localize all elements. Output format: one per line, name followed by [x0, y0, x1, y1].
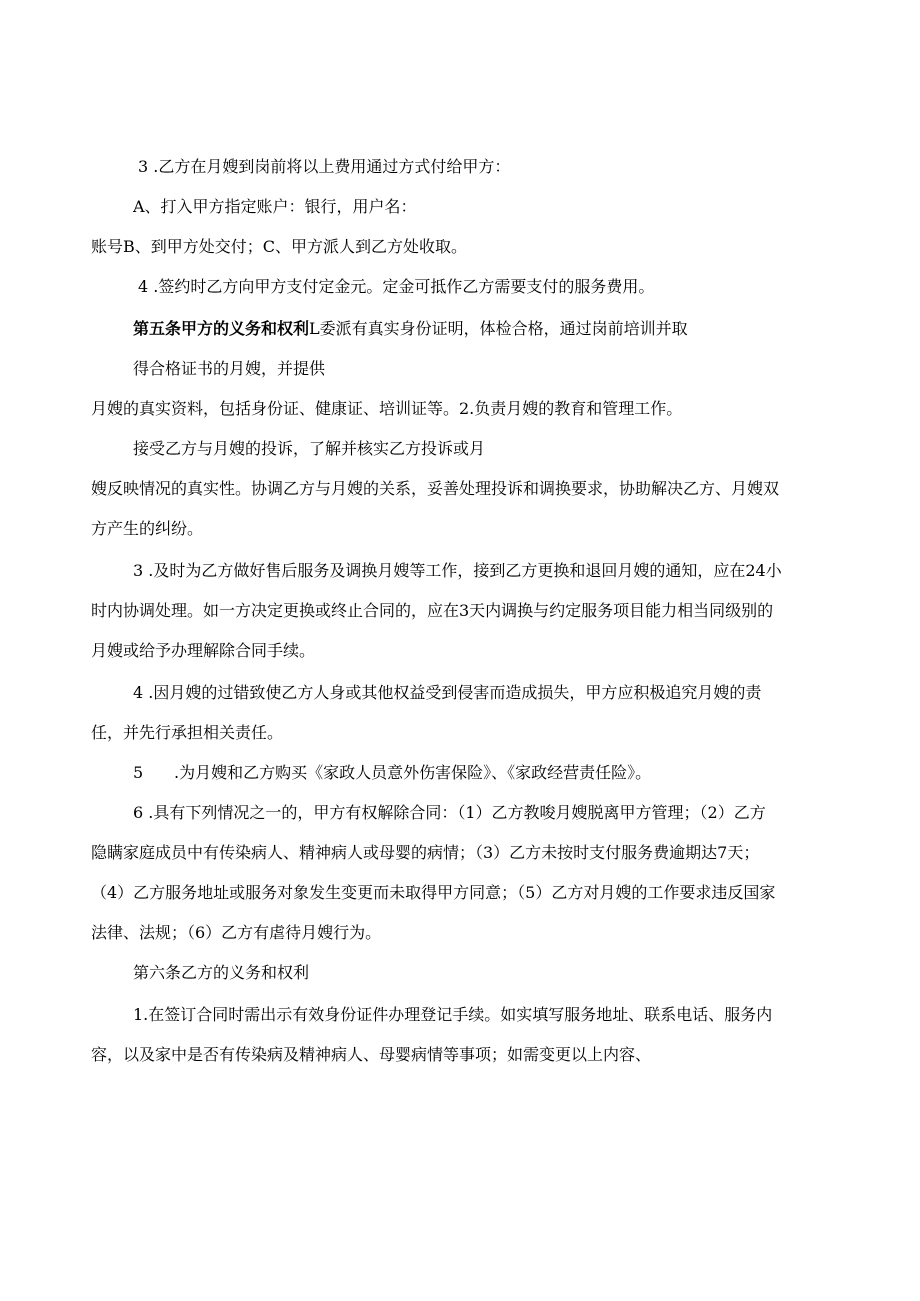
para-3-payment: 3 .乙方在月嫂到岗前将以上费用通过方式付给甲方：: [138, 157, 511, 176]
article-5-item-after-sales: 3 .及时为乙方做好售后服务及调换月嫂等工作，接到乙方更换和退回月嫂的通知，应在24小: [133, 561, 782, 580]
article-6-heading: 第六条乙方的义务和权利: [133, 963, 310, 982]
article-5-item-liability-end: 任，并先行承担相关责任。: [91, 723, 284, 742]
article-5-item-1-2: 月嫂的真实资料，包括身份证、健康证、培训证等。2.负责月嫂的教育和管理工作。: [91, 399, 683, 418]
para-option-a: A、打入甲方指定账户：银行，用户名：: [133, 197, 417, 216]
article-5-item-1-cont: 得合格证书的月嫂，并提供: [133, 359, 326, 378]
article-6-item-1-cont: 容，以及家中是否有传染病及精神病人、母婴病情等事项；如需变更以上内容、: [91, 1045, 652, 1064]
para-options-bc: 账号B、到甲方处交付；C、甲方派人到乙方处收取。: [91, 237, 468, 256]
article-5-item-after-sales-end: 月嫂或给予办理解除合同手续。: [91, 641, 316, 660]
article-5-heading: 第五条甲方的义务和权利: [133, 319, 310, 338]
article-5-item-3-end: 方产生的纠纷。: [91, 519, 204, 538]
para-4-deposit: 4 .签约时乙方向甲方支付定金元。定金可抵作乙方需要支付的服务费用。: [138, 277, 655, 296]
article-5-item-3-cont: 嫂反映情况的真实性。协调乙方与月嫂的关系，妥善处理投诉和调换要求，协助解决乙方、月嫂双: [91, 479, 780, 498]
article-5-item-3-start: 接受乙方与月嫂的投诉，了解并核实乙方投诉或月: [133, 439, 486, 458]
article-5-item-6-cont-1: 隐瞒家庭成员中有传染病人、精神病人或母婴的病情；（3）乙方未按时支付服务费逾期达7天；: [91, 843, 760, 862]
article-5-item-6-end: 法律、法规；（6）乙方有虐待月嫂行为。: [91, 923, 382, 942]
article-5-item-5-number: 5: [133, 763, 144, 782]
article-5-item-6-cont-2: （4）乙方服务地址或服务对象发生变更而未取得甲方同意；（5）乙方对月嫂的工作要求违反国家: [91, 883, 776, 902]
article-5-line: [133, 318, 688, 340]
article-5-item-after-sales-cont: 时内协调处理。如一方决定更换或终止合同的，应在3天内调换与约定服务项目能力相当同级别的: [91, 601, 774, 620]
article-5-item-5-insurance: .为月嫂和乙方购买《家政人员意外伤害保险》、《家政经营责任险》。: [174, 763, 652, 782]
article-5-item-liability: 4 .因月嫂的过错致使乙方人身或其他权益受到侵害而造成损失，甲方应积极追究月嫂的责: [133, 683, 762, 702]
article-5-item-6-termination: 6 .具有下列情况之一的，甲方有权解除合同：（1）乙方教唆月嫂脱离甲方管理；（2）乙方: [133, 803, 766, 822]
article-5-item-1: L委派有真实身份证明，体检合格，通过岗前培训并取: [309, 319, 688, 338]
article-6-item-1: 1.在签订合同时需出示有效身份证件办理登记手续。如实填写服务地址、联系电话、服务内: [133, 1005, 773, 1024]
